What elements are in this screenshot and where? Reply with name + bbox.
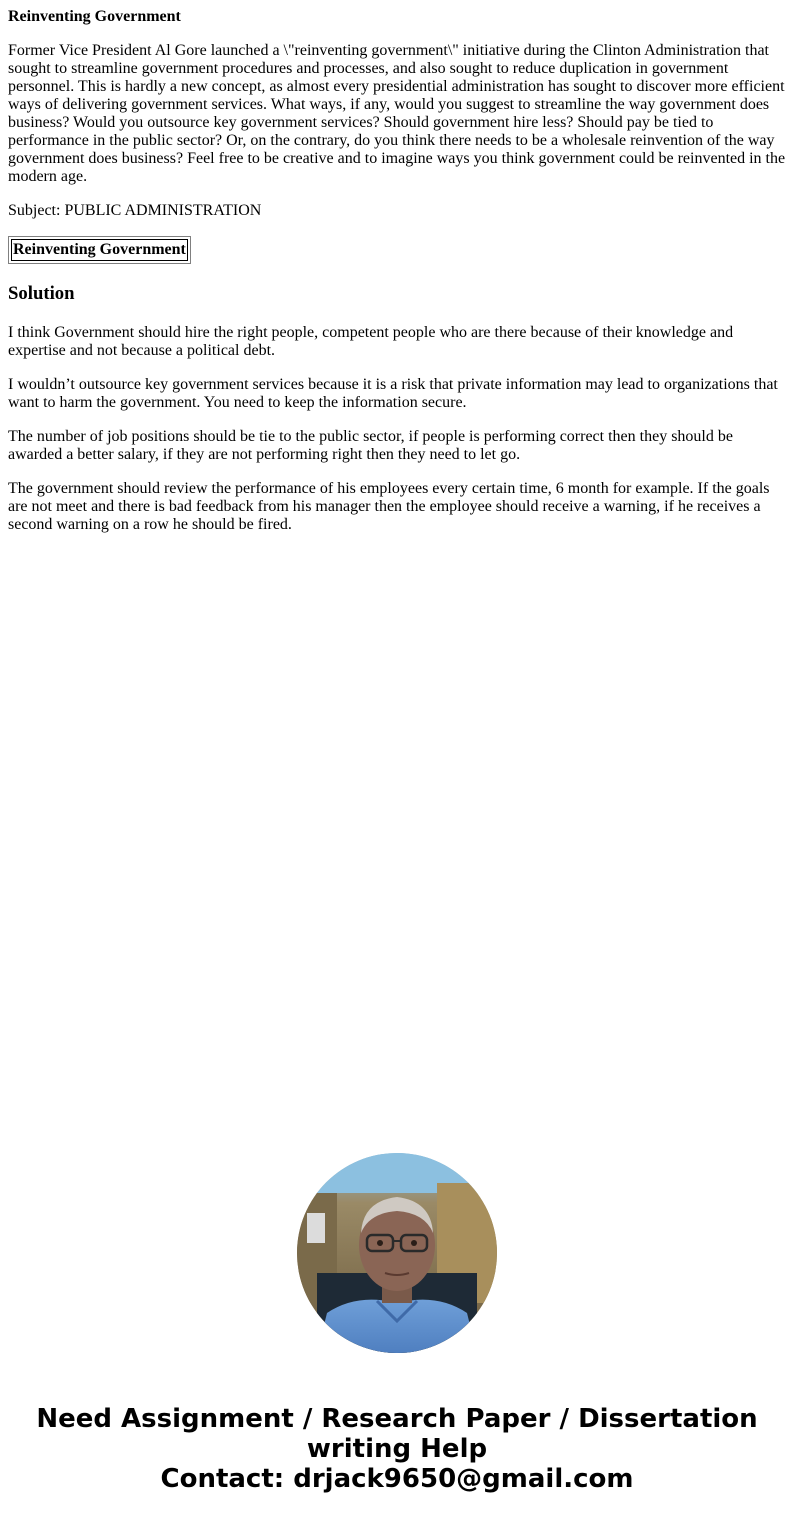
promo-line-2: writing Help bbox=[306, 1434, 488, 1464]
author-portrait-image bbox=[297, 1153, 497, 1353]
promo-line-1: Need Assignment / Research Paper / Dissertation bbox=[36, 1404, 758, 1434]
solution-heading: Solution bbox=[8, 283, 75, 304]
solution-paragraph-4: The government should review the performance of his employees every certain time, 6 month for example. If the goals are not meet and there is bad feedback from his manager then the employee should receive a warning, if he receives a second warning on a row he should be fired. bbox=[8, 480, 770, 533]
author-avatar bbox=[297, 1153, 497, 1353]
title-box-label: Reinventing Government bbox=[11, 239, 188, 261]
promo-contact: Contact: drjack9650@gmail.com bbox=[160, 1464, 634, 1494]
subject-line: Subject: PUBLIC ADMINISTRATION bbox=[8, 202, 262, 219]
question-title: Reinventing Government bbox=[8, 8, 181, 25]
document-content bbox=[8, 8, 786, 550]
solution-paragraph-2: I wouldn’t outsource key government services because it is a risk that private information may lead to organizations that want to harm the government. You need to keep the information secure. bbox=[8, 376, 778, 411]
solution-paragraph-3: The number of job positions should be tie to the public sector, if people is performing correct then they should be awarded a better salary, if they are not performing right then they need to let go. bbox=[8, 428, 733, 463]
solution-paragraph-1: I think Government should hire the right people, competent people who are there because of their knowledge and expertise and not because a political debt. bbox=[8, 324, 734, 359]
promo-banner bbox=[0, 1404, 794, 1494]
title-box bbox=[8, 236, 191, 264]
question-body: Former Vice President Al Gore launched a \"reinventing government\" initiative during the Clinton Administration that sought to streamline government procedures and processes, and also sought to reduce duplication in government personnel. This is hardly a new concept, as almost every presidential administration has sought to discover more efficient ways of delivering government services. What ways, if any, would you suggest to streamline the way government does business? Would you outsource key government services? Should government hire less? Should pay be tied to performance in the public sector? Or, on the contrary, do you think there needs to be a wholesale reinvention of the way government does business? Feel free to be creative and to imagine ways you think government could be reinvented in the modern age. bbox=[8, 42, 786, 185]
